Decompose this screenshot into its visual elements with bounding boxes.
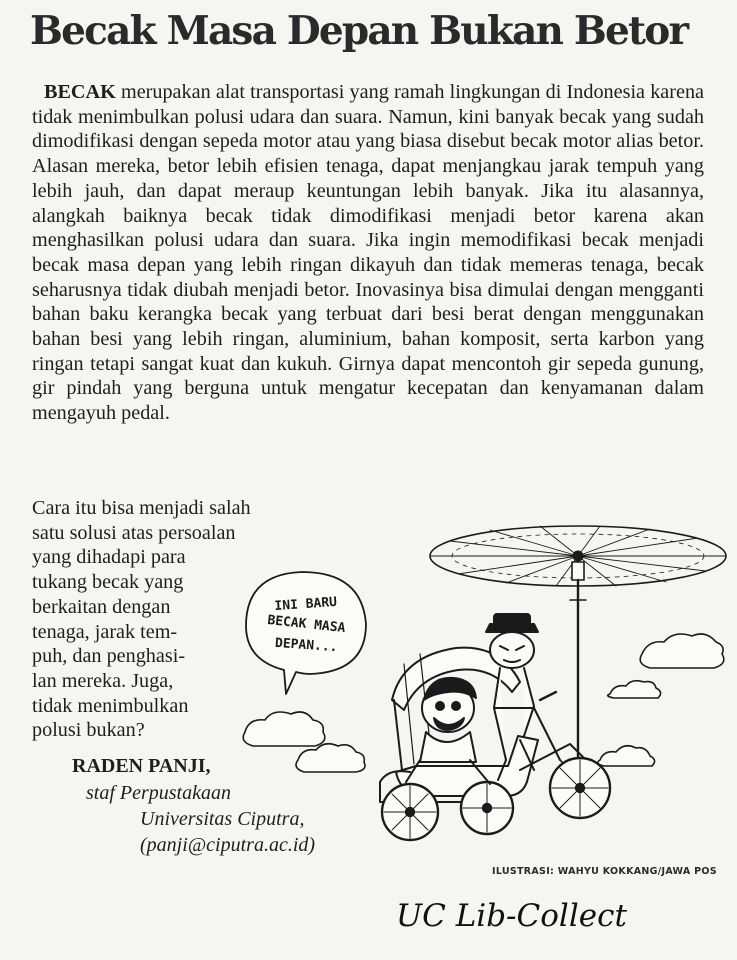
closing-line: yang dihadapi para xyxy=(32,546,186,569)
closing-line: tidak menimbulkan xyxy=(32,694,189,717)
cartoon-illustration xyxy=(220,470,737,870)
cloud-icon xyxy=(598,746,655,766)
author-name: RADEN PANJI, xyxy=(72,755,211,777)
wheel-icon xyxy=(461,782,513,834)
article-body xyxy=(32,80,704,426)
closing-line: tenaga, jarak tem- xyxy=(32,620,178,643)
speech-bubble xyxy=(246,572,366,694)
cloud-icon xyxy=(640,634,724,668)
closing-line: berkaitan dengan xyxy=(32,595,171,618)
author-email: (panji@ciputra.ac.id) xyxy=(140,834,316,856)
author-title: staf Perpustakaan xyxy=(86,782,231,804)
closing-line: lan mereka. Juga, xyxy=(32,669,174,692)
speech-line: BECAK MASA xyxy=(266,612,347,637)
wheel-icon xyxy=(550,758,610,818)
speech-line: INI BARU xyxy=(273,594,338,615)
body-text: merupakan alat transportasi yang ramah lingkungan di Indonesia karena tidak menimbulkan polusi udara dan suara. Namun, kini banyak becak yang sudah dimodifikasi dengan sepeda motor atau yang biasa disebut becak motor alias betor. Alasan mereka, betor lebih efisien tenaga, dapat menjangkau jarak tempuh yang lebih jauh, dan dapat meraup keuntungan lebih banyak. Jika itu alasannya, alangkah baiknya becak tidak dimodifikasi menjadi betor karena akan menghasilkan polusi udara dan suara. Jika ingin memodifikasi becak menjadi becak masa depan yang lebih ringan dikayuh dan tidak memeras tenaga, becak seharusnya tidak diubah menjadi betor. Inovasinya bisa dimulai dengan mengganti bahan baku kerangka becak yang terbuat dari besi berat dengan menggunakan bahan besi yang lebih ringan, aluminium, bahan komposit, serta karbon yang ringan tetapi sangat kuat dan kukuh. Girnya dapat mencontoh gir sepeda gunung, gir pindah yang berguna untuk mengatur kecepatan dan kenyamanan dalam mengayuh pedal. xyxy=(32,81,704,425)
article-headline: Becak Masa Depan Bukan Betor xyxy=(30,8,688,54)
wheel-icon xyxy=(382,784,438,840)
cloud-icon xyxy=(296,744,365,772)
lead-word: BECAK xyxy=(44,81,116,103)
closing-line: tukang becak yang xyxy=(32,571,184,594)
closing-line: puh, dan penghasi- xyxy=(32,645,186,668)
closing-line: satu solusi atas persoalan xyxy=(32,521,236,544)
closing-paragraph xyxy=(32,496,251,743)
closing-line: Cara itu bisa menjadi salah xyxy=(32,497,251,519)
speech-line: DEPAN... xyxy=(274,635,339,656)
author-institution: Universitas Ciputra, xyxy=(140,808,305,830)
library-watermark: UC Lib-Collect xyxy=(396,898,627,934)
illustration-credit: ILUSTRASI: WAHYU KOKKANG/JAWA POS xyxy=(492,866,717,877)
cloud-icon xyxy=(608,681,661,698)
cloud-icon xyxy=(243,712,325,746)
closing-line: polusi bukan? xyxy=(32,719,145,742)
